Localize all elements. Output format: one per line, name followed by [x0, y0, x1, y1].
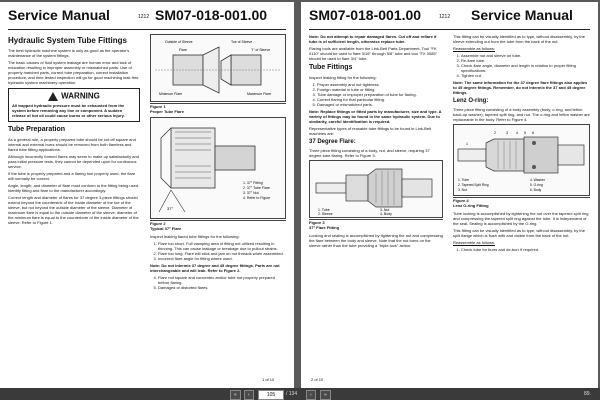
tube-prep-heading: Tube Preparation	[8, 126, 66, 133]
flaring-tools-paragraph: Flaring tools are available from the Link-Belt Parts Department. Tool "FK 0110" should be used to flare 3/16" through 5/8" tube and tool "FX 0085" should be used to flare 3/4" tube.	[309, 46, 438, 61]
reassemble-heading: Reassemble as follows:	[453, 46, 496, 51]
header-title: Service Manual	[8, 7, 110, 23]
figure-4-caption: Figure 4 Lenz O-ring Fitting	[453, 197, 590, 208]
fig4-label: 2. Tapered Split Ring	[458, 183, 489, 187]
fig4-callout: 6	[532, 131, 534, 135]
page-number: 2 of 10	[311, 377, 324, 382]
tube-prep-paragraph: If the tube is properly prepared and a flaring tool properly used, the flare will normally be correct.	[8, 171, 136, 181]
intermix-note: Note: The same information for the 37 degree flare fittings also applies to 45 degree fittings. Remember, do not intermix the 37 and 45 degree fittings.	[453, 80, 588, 95]
fig2-legend-item: 4. Refer to Figure	[243, 196, 271, 200]
warning-text: All trapped hydraulic pressure must be exhausted from the system before removing any line or component. A sudden release of hot oil could cause burns or other serious injury.	[12, 103, 125, 118]
right-page	[301, 2, 598, 388]
left-page	[0, 2, 294, 388]
fig3-label: 2. Sleeve	[318, 212, 333, 216]
next-page-button[interactable]: ›	[306, 390, 316, 400]
page-number: 1 of 10	[262, 377, 275, 382]
viewer-toolbar	[0, 388, 600, 400]
page-total: / 134	[286, 391, 298, 397]
intro-paragraph: The best hydraulic machine system is only as good as the operator's maintenance of the system fittings.	[8, 48, 130, 58]
fig3-label: 3. Nut	[380, 208, 390, 212]
figure-3-flare-fitting	[309, 160, 443, 218]
representative-types-paragraph: Representative types of reusable tube fittings to be found in Link-Belt machines are:	[309, 126, 432, 136]
tube-prep-paragraph: As a general rule, a properly prepared tube should be cut off square and internal and external burrs should be removed from both flareless and flared tube fitting applications.	[8, 137, 136, 152]
fig4-label: 3. Nut	[458, 188, 467, 192]
inspect-intro: Inspect leaking flared tube fittings for the following:	[150, 234, 240, 239]
tube-fittings-intro: Inspect leaking fitting for the following:	[309, 75, 377, 80]
lenz-oring-paragraph-3: This fitting can be visually identified as to type, without disassembly, by the split flange which is flush with and visible from the back of the nut.	[453, 228, 585, 238]
fig3-label: 1. Tube	[318, 208, 330, 212]
warning-box	[8, 88, 140, 122]
fig4-callout: 2	[494, 131, 496, 135]
figure-4-lenz-oring	[453, 124, 590, 196]
list-item: 3. Tube damage or improper preparation of tube for flaring.	[317, 92, 443, 97]
list-item: 5. Damaged or mismatched parts.	[317, 102, 443, 107]
warning-triangle-icon	[48, 92, 58, 101]
zoom-level[interactable]: 89.	[584, 391, 591, 397]
header-rule	[309, 29, 590, 30]
tube-prep-paragraph: Correct length and diameter of flares for 37 degree 3-piece fittings should extend beyond the countersink of the inside diameter of the toe of the sleeve, but not beyond the outside diameter of the sleeve. Diameter of maximum flare is equal to the outside diameter of the sleeve; diameter of the minimum flare is equal to the counterbore of the inside diameter of the sleeve. Refer to Figure 1.	[8, 195, 139, 225]
reassemble-list-2	[453, 247, 590, 252]
inspect-note: Note: Do not intermix 37 degree and 45 degree fittings. Parts are not interchangeable and will leak. Refer to Figure 2.	[150, 263, 280, 273]
fig1-label: Outside of Sleeve	[165, 40, 193, 44]
list-item: 2. Flare too long. Flare will stick and jam on nut threads when assembled.	[158, 251, 286, 256]
lenz-oring-diagram	[454, 125, 589, 195]
fig4-callout: 4	[516, 131, 518, 135]
damaged-flare-note: Note: Do not attempt to repair damaged flares. Cut off and reflare if tube is of sufficient length, otherwise replace tube.	[309, 34, 437, 44]
tube-fittings-list	[309, 82, 443, 107]
fig2-angle-label: 37°	[167, 206, 174, 211]
reassemble-list	[453, 53, 590, 78]
figure-1-proper-tube-flare	[150, 34, 286, 102]
page-number-input[interactable]: 105	[258, 390, 284, 400]
fig4-label: 1. Tube	[458, 178, 469, 182]
figure-2-typical-flare	[150, 117, 286, 219]
fig4-callout: 5	[524, 131, 526, 135]
fig2-legend-item: 1. 37° Fitting	[243, 181, 263, 185]
fig1-label: Toe of Sleeve	[231, 40, 253, 44]
list-item: 1. Check tube for burrs and de-burr if required.	[461, 247, 590, 252]
fig4-label: 5. O-ring	[530, 183, 543, 187]
list-item: 4. Correct flaring for that particular fitting.	[317, 97, 443, 102]
list-item: 4. Flare not square and concentric and/or tube not properly prepared before flaring.	[158, 275, 286, 285]
figure-2-caption: Figure 2 Typical 37° Flare	[150, 220, 286, 231]
fig1-label: "I" of Sleeve	[251, 48, 271, 52]
tube-fittings-note: Note: Replace fittings or fitted parts by manufacturer, size and type. A variety of fittings may be found in the same hydraulic system. Due to similarity, careful identification is required.	[309, 109, 442, 124]
header-title: Service Manual	[471, 7, 573, 23]
list-item: 5. Damaged or distorted flares.	[158, 285, 286, 290]
identification-paragraph: This fitting can be visually identified as to type, without disassembly, by the sleeve extending out from the tube from the back of the nut.	[453, 34, 585, 44]
left-column	[8, 34, 140, 227]
warning-heading: WARNING	[12, 92, 136, 101]
inspect-list	[150, 241, 286, 261]
fig1-label: Flare	[179, 48, 187, 52]
tube-fittings-heading: Tube Fittings	[309, 64, 353, 71]
right-column	[150, 34, 286, 292]
lenz-oring-heading: Lenz O-ring:	[453, 98, 489, 104]
fig3-label: 4. Body	[380, 212, 392, 216]
figure-1-caption: Figure 1 Proper Tube Flare	[150, 103, 286, 114]
flare-37-paragraph: Three piece fitting consisting of a body, nut, and sleeve, requiring 37 degree tube flaring. Refer to Figure 3.	[309, 148, 430, 158]
list-item: 3. Incorrect flare angle for fitting where used.	[158, 256, 286, 261]
figure-3-caption: Figure 3 37° Flare Fitting	[309, 219, 443, 230]
header-doc-number: SM07-018-001.00	[309, 7, 422, 23]
list-item: 3. Check flare angle, diameter and length in relation to proper fitting specifications.	[461, 63, 590, 73]
fig2-legend-item: 3. 37° Nut	[243, 191, 259, 195]
prev-page-button[interactable]: ‹	[244, 390, 254, 400]
lenz-oring-paragraph-2: Tube locking is accomplished by tightening the nut over the tapered split ring and compressing the tapered split ring against the tube. It is independent of the seal. Sealing is accomplished by the O-ring.	[453, 211, 589, 226]
flare-37-paragraph-2: Looking and sealing is accomplished by tightening the nut and compressing the flare between the body and sleeve. Note that the nut turns on the sleeve rather than the tube providing a "triple-lock" action.	[309, 233, 443, 248]
inspect-list-continued	[150, 275, 286, 290]
list-item: 2. Re-flare tube.	[461, 58, 590, 63]
header-rule	[8, 29, 286, 30]
header-doc-number: SM07-018-001.00	[155, 7, 268, 23]
list-item: 1. Proper assembly and nut tightness.	[317, 82, 443, 87]
list-item: 1. Assemble nut and sleeve on tube.	[461, 53, 590, 58]
list-item: 2. Foreign material in tube or fitting.	[317, 87, 443, 92]
fig2-legend-item: 2. 37° Tube Flare	[243, 186, 270, 190]
header-code: 1212	[439, 14, 451, 20]
first-page-button[interactable]: «	[230, 390, 241, 400]
intro-paragraph: The basic causes of fluid system leakage are human error and lack of education resulting in improper assembly or mismatched parts. Use of properly matched parts, correct tube preparation, correct installation procedure, and time tested inspection will go for good machining leak free hydraulic system machinery operation.	[8, 60, 139, 85]
tube-flare-diagram	[151, 35, 285, 101]
fig1-label: Maximum Flare	[247, 92, 272, 96]
lenz-oring-paragraph: Three piece fitting consisting of a body assembly (body, o-ring, and teflon back-up washer), tapered split ring, and nut. The o-ring and teflon washer are replaceable in the body. Refer to Figure 4.	[453, 107, 590, 122]
last-page-button[interactable]: »	[320, 390, 331, 400]
flare-fitting-diagram	[310, 161, 442, 217]
fig4-label: 6. Body	[530, 188, 542, 192]
tube-prep-paragraph: Angle, length, and diameter of flare must conform to the fitting being used. Identify fitting and flare to the manufacturer accordingly.	[8, 183, 140, 193]
header-code: 1212	[138, 14, 150, 20]
fig4-callout: 1	[466, 142, 468, 146]
fig1-label: Minimum Flare	[159, 92, 183, 96]
flare-fitting-diagram	[151, 118, 285, 218]
reassemble-heading-2: Reassemble as follows:	[453, 240, 496, 245]
fig4-label: 4. Washer	[530, 178, 545, 182]
right-column	[453, 34, 590, 254]
tube-prep-paragraph: Although incorrectly formed flares may seem to make up satisfactorily and pass initial pressure tests, they cannot be depended upon for continuous service.	[8, 154, 139, 169]
section-title: Hydraulic System Tube Fittings	[8, 36, 127, 45]
fig4-callout: 3	[506, 131, 508, 135]
list-item: 4. Tighten nut.	[461, 73, 590, 78]
flare-37-heading: 37 Degree Flare:	[309, 139, 356, 145]
left-column	[309, 34, 443, 250]
list-item: 1. Flare too short. Full clamping area of fitting not utilized resulting in thinning. This can cause leakage or breakage due to pullout strains.	[158, 241, 286, 251]
